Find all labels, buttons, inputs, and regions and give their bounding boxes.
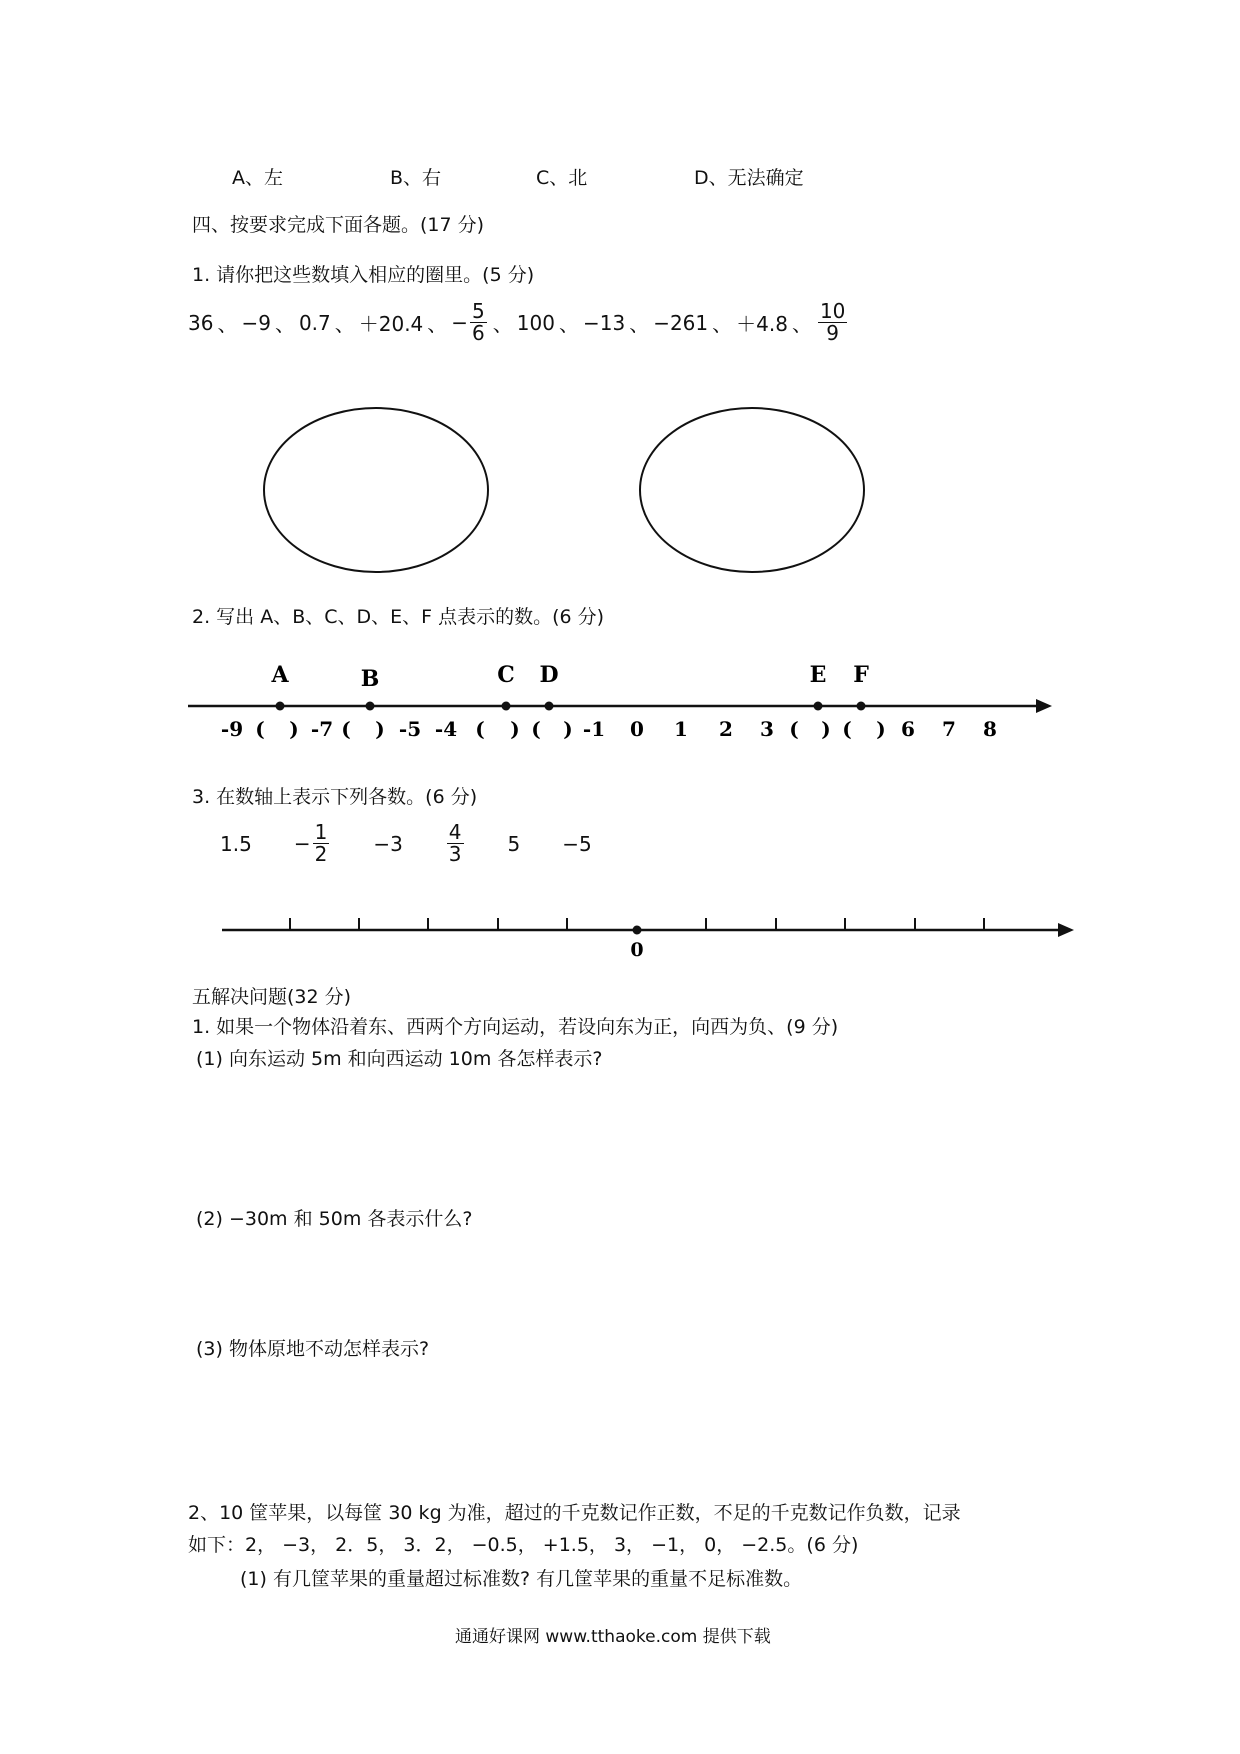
q2-tick-label: -5	[398, 717, 422, 741]
number-separator: 、	[791, 312, 812, 336]
number-separator: 、	[558, 312, 579, 336]
q2-tick-label: )	[821, 717, 831, 741]
section-4-title: 四、按要求完成下面各题。(17 分)	[192, 214, 485, 236]
section-5-q1-sub1: (1) 向东运动 5m 和向西运动 10m 各怎样表示?	[196, 1048, 603, 1070]
option-b-text: 右	[422, 167, 442, 189]
option-b-letter: B、	[390, 167, 423, 189]
section-4-q2-title: 2. 写出 A、B、C、D、E、F 点表示的数。(6 分)	[192, 606, 605, 628]
q3-value-4: 5	[507, 831, 521, 856]
q3-value-5: −5	[562, 831, 592, 856]
q2-tick-label: (	[341, 717, 351, 741]
q2-tick-label: -1	[582, 717, 606, 741]
q3-origin-dot	[633, 926, 642, 935]
page-footer: 通通好课网 www.tthaoke.com 提供下载	[455, 1627, 771, 1647]
q2-tick-label: (	[531, 717, 541, 741]
number-item-0: 36	[188, 310, 214, 335]
numerator: 4	[448, 820, 462, 844]
q2-tick-label: 2	[719, 717, 733, 741]
section-4-q1-title: 1. 请你把这些数填入相应的圈里。(5 分)	[192, 264, 535, 286]
section-5-q1-sub3: (3) 物体原地不动怎样表示?	[196, 1338, 430, 1360]
denominator: 3	[448, 842, 462, 866]
number-separator: 、	[274, 312, 295, 336]
point-f-label: F	[853, 662, 869, 688]
option-a-text: 左	[264, 167, 284, 189]
q2-tick-label: -9	[220, 717, 244, 741]
denominator: 9	[818, 322, 847, 344]
q2-tick-label: )	[563, 717, 573, 741]
number-separator: 、	[492, 312, 513, 336]
point-e-label: E	[809, 662, 827, 688]
number-separator: 、	[217, 312, 238, 336]
q2-tick-label: 1	[674, 717, 688, 741]
number-item-3: ＋20.4	[358, 312, 424, 336]
section-5-q2-line1: 2、10 筐苹果，以每筐 30 kg 为准，超过的千克数记作正数，不足的千克数记作负数，记录	[188, 1502, 961, 1524]
q2-tick-label: (	[842, 717, 852, 741]
q2-tick-label: (	[255, 717, 265, 741]
option-c-text: 北	[568, 167, 588, 189]
q3-value-1	[294, 822, 332, 865]
q2-tick-label: -4	[434, 717, 458, 741]
q2-tick-label: 3	[760, 717, 774, 741]
section-5-q1-title: 1. 如果一个物体沿着东、西两个方向运动，若设向东为正，向西为负、(9 分)	[192, 1016, 839, 1038]
number-item-1: −9	[241, 310, 271, 335]
q2-tick-label: (	[789, 717, 799, 741]
numerator: 5	[472, 299, 485, 323]
numerator: 10	[819, 299, 846, 323]
point-d-label: D	[539, 662, 559, 688]
q3-value-2: −3	[373, 831, 403, 856]
option-d-letter: D、	[694, 167, 728, 189]
point-a-dot	[276, 702, 285, 711]
number-item-2: 0.7	[298, 310, 331, 335]
point-f-dot	[857, 702, 866, 711]
number-item-8: ＋4.8	[736, 312, 788, 336]
left-answer-ellipse	[264, 408, 488, 572]
number-separator: 、	[712, 312, 733, 336]
section-5-q2-sub1: (1) 有几筐苹果的重量超过标准数? 有几筐苹果的重量不足标准数。	[240, 1568, 803, 1590]
number-item-sign: −	[451, 310, 469, 335]
point-a-label: A	[271, 662, 289, 688]
denominator: 2	[314, 842, 328, 866]
point-b-label: B	[360, 666, 380, 692]
point-e-dot	[814, 702, 823, 711]
q3-value-3	[445, 822, 466, 865]
point-b-dot	[366, 702, 375, 711]
number-line-q3-arrow	[1058, 923, 1074, 937]
section-5-q2-line2: 如下：2， −3， 2．5， 3．2， −0.5， +1.5， 3， −1， 0， −2.5。(6 分)	[188, 1534, 859, 1556]
q2-tick-label: 6	[901, 717, 915, 741]
number-item-7: −261	[653, 310, 709, 335]
q2-tick-label: )	[876, 717, 886, 741]
option-d-text: 无法确定	[727, 167, 804, 189]
number-separator: 、	[334, 312, 355, 336]
q2-tick-label: -7	[310, 717, 334, 741]
q3-value-list	[220, 822, 634, 865]
option-c-letter: C、	[536, 167, 569, 189]
option-a-letter: A、	[232, 167, 264, 189]
q2-tick-label: 0	[630, 717, 644, 741]
number-item-6: −13	[582, 310, 626, 335]
q3-origin-label: 0	[630, 939, 644, 961]
q2-tick-label: 7	[942, 717, 956, 741]
q2-tick-label: )	[289, 717, 299, 741]
q2-tick-label: 8	[983, 717, 997, 741]
right-answer-ellipse	[640, 408, 864, 572]
section-4-q3-title: 3. 在数轴上表示下列各数。(6 分)	[192, 786, 478, 808]
number-separator: 、	[629, 312, 650, 336]
number-item-5: 100	[516, 310, 555, 335]
number-line-q2	[0, 650, 1240, 750]
number-separator: 、	[427, 312, 448, 336]
numerator: 1	[314, 820, 328, 844]
answer-ellipses	[0, 0, 1240, 600]
number-line-q3	[0, 900, 1240, 970]
q3-value-fraction	[313, 822, 330, 865]
q3-value-fraction	[447, 822, 464, 865]
q2-tick-label: (	[475, 717, 485, 741]
section-5-q1-sub2: (2) −30m 和 50m 各表示什么?	[196, 1208, 473, 1230]
section-5-title: 五解决问题(32 分)	[192, 986, 352, 1008]
point-d-dot	[545, 702, 554, 711]
q2-tick-label: )	[375, 717, 385, 741]
number-line-q2-arrow	[1036, 699, 1052, 713]
q2-tick-label: )	[510, 717, 520, 741]
q3-value-0: 1.5	[220, 831, 252, 856]
q3-value-sign: −	[293, 831, 311, 856]
point-c-label: C	[497, 662, 515, 688]
denominator: 6	[472, 321, 485, 345]
point-c-dot	[502, 702, 511, 711]
